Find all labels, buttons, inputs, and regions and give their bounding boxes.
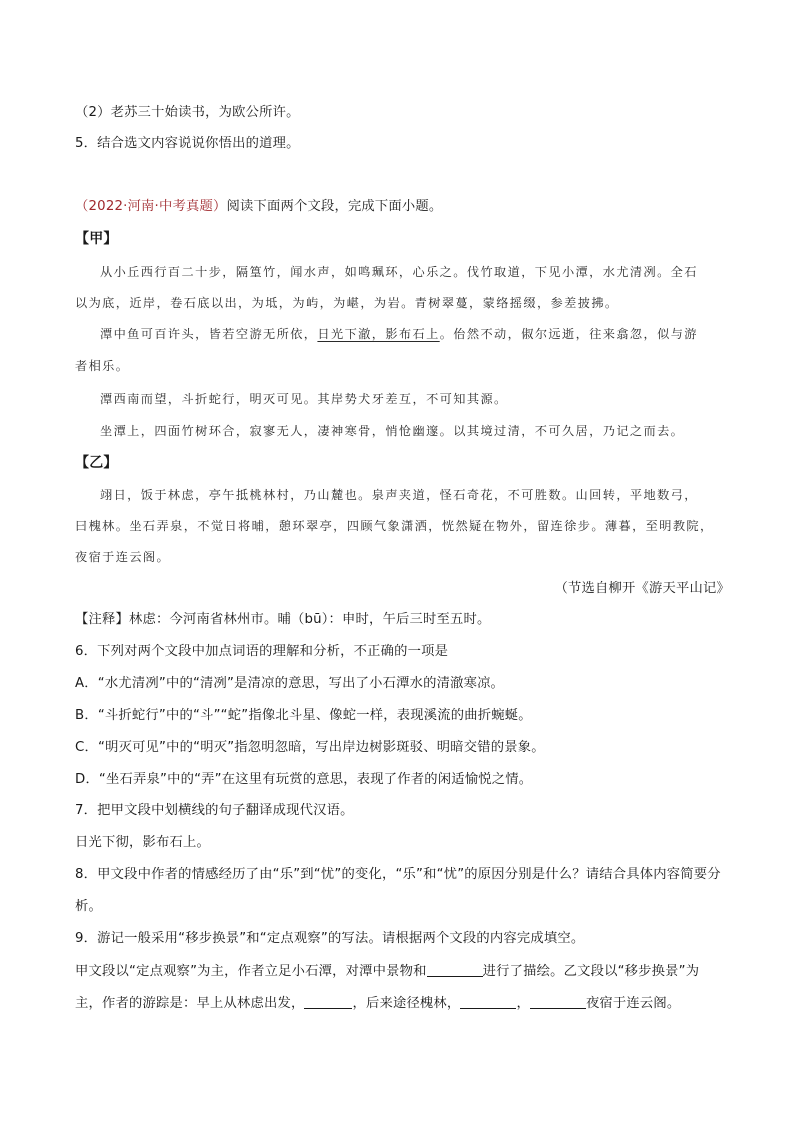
jia-paragraph-2-line-1 — [100, 324, 734, 344]
jia-p2-text-b: 。佁然不动，俶尔远逝，往来翕忽，似与游 — [439, 327, 698, 341]
question-9-fill-line-1 — [75, 962, 734, 982]
source-tag[interactable]: （2022·河南·中考真题） — [75, 199, 227, 214]
q9-text-a: 甲文段以“定点观察”为主，作者立足小石潭，对潭中景物和 — [75, 964, 427, 979]
answer-blank-2[interactable] — [304, 994, 352, 1009]
passage-jia-label: 【甲】 — [75, 231, 118, 247]
question-7-stem: 7．把甲文段中划横线的句子翻译成现代汉语。 — [75, 803, 354, 818]
question-8-line-1: 8．甲文段中作者的情感经历了由“乐”到“忧”的变化，“乐”和“忧”的原因分别是什么？请结合具体内容简要分 — [75, 867, 721, 882]
question-8-line-2: 析。 — [75, 899, 102, 914]
jia-p2-text-a: 潭中鱼可百许头，皆若空游无所依， — [100, 327, 318, 341]
jia-paragraph-4: 坐潭上，四面竹树环合，寂寥无人，凄神寒骨，悄怆幽邃。以其境过清，不可久居，乃记之而去。 — [100, 424, 685, 438]
jia-paragraph-3: 潭西南而望，斗折蛇行，明灭可见。其岸势犬牙差互，不可知其源。 — [100, 392, 508, 406]
q9-text-d: ，后来途径槐林， — [352, 996, 461, 1011]
yi-line-3: 夜宿于连云阁。 — [75, 550, 171, 564]
q9-text-f: 夜宿于连云阁。 — [585, 996, 681, 1011]
jia-paragraph-2-line-2: 者相乐。 — [75, 359, 130, 373]
underlined-sentence: 日光下澈，影布石上 — [317, 327, 440, 341]
question-6-option-b: B．“斗折蛇行”中的“斗”“蛇”指像北斗星、像蛇一样，表现溪流的曲折蜿蜒。 — [75, 708, 532, 723]
q4-item-2: （2）老苏三十始读书，为欧公所许。 — [75, 105, 300, 120]
annotation: 【注释】林虑：今河南省林州市。晡（bū）：申时，午后三时至五时。 — [75, 612, 491, 627]
q9-text-c: 主，作者的游踪是：早上从林虑出发， — [75, 996, 305, 1011]
jia-paragraph-1-line-1: 从小丘西行百二十步，隔篁竹，闻水声，如鸣珮环，心乐之。伐竹取道，下见小潭，水尤清冽。全石 — [100, 265, 698, 279]
question-6-stem: 6．下列对两个文段中加点词语的理解和分析，不正确的一项是 — [75, 644, 449, 659]
section-intro — [75, 197, 734, 217]
question-9-stem: 9．游记一般采用“移步换景”和“定点观察”的写法。请根据两个文段的内容完成填空。 — [75, 931, 585, 946]
question-7-sentence: 日光下彻，影布石上。 — [75, 835, 210, 850]
answer-blank-3[interactable] — [460, 994, 516, 1009]
q9-text-e: ， — [516, 996, 530, 1011]
q9-text-b: 进行了描绘。乙文段以“移步换景”为 — [482, 964, 700, 979]
passage-yi-label: 【乙】 — [75, 455, 118, 471]
yi-line-1: 翊日，饭于林虑，亭午抵桃林村，乃山麓也。泉声夹道，怪石奇花，不可胜数。山回转，平地数弓， — [100, 488, 698, 502]
question-6-option-a: A．“水尤清冽”中的“清冽”是清凉的意思，写出了小石潭水的清澈寒凉。 — [75, 676, 505, 691]
source-note: （节选自柳开《游天平山记》 — [554, 581, 730, 596]
jia-paragraph-1-line-2: 以为底，近岸，卷石底以出，为坻，为屿，为嵁，为岩。青树翠蔓，蒙络摇缀，参差披拂。 — [75, 296, 619, 310]
intro-text: 阅读下面两个文段，完成下面小题。 — [226, 199, 443, 214]
question-9-fill-line-2 — [75, 994, 734, 1014]
yi-line-2: 曰槐林。坐石弄泉，不觉日将晡，憩环翠亭，四顾气象潇洒，恍然疑在物外，留连徐步。薄暮，至明教院， — [75, 519, 714, 533]
question-5: 5．结合选文内容说说你悟出的道理。 — [75, 136, 300, 151]
answer-blank-4[interactable] — [530, 994, 586, 1009]
answer-blank-1[interactable] — [427, 962, 483, 977]
question-6-option-c: C．“明灭可见”中的“明灭”指忽明忽暗，写出岸边树影斑驳、明暗交错的景象。 — [75, 740, 545, 755]
question-6-option-d: D．“坐石弄泉”中的“弄”在这里有玩赏的意思，表现了作者的闲适愉悦之情。 — [75, 772, 533, 787]
